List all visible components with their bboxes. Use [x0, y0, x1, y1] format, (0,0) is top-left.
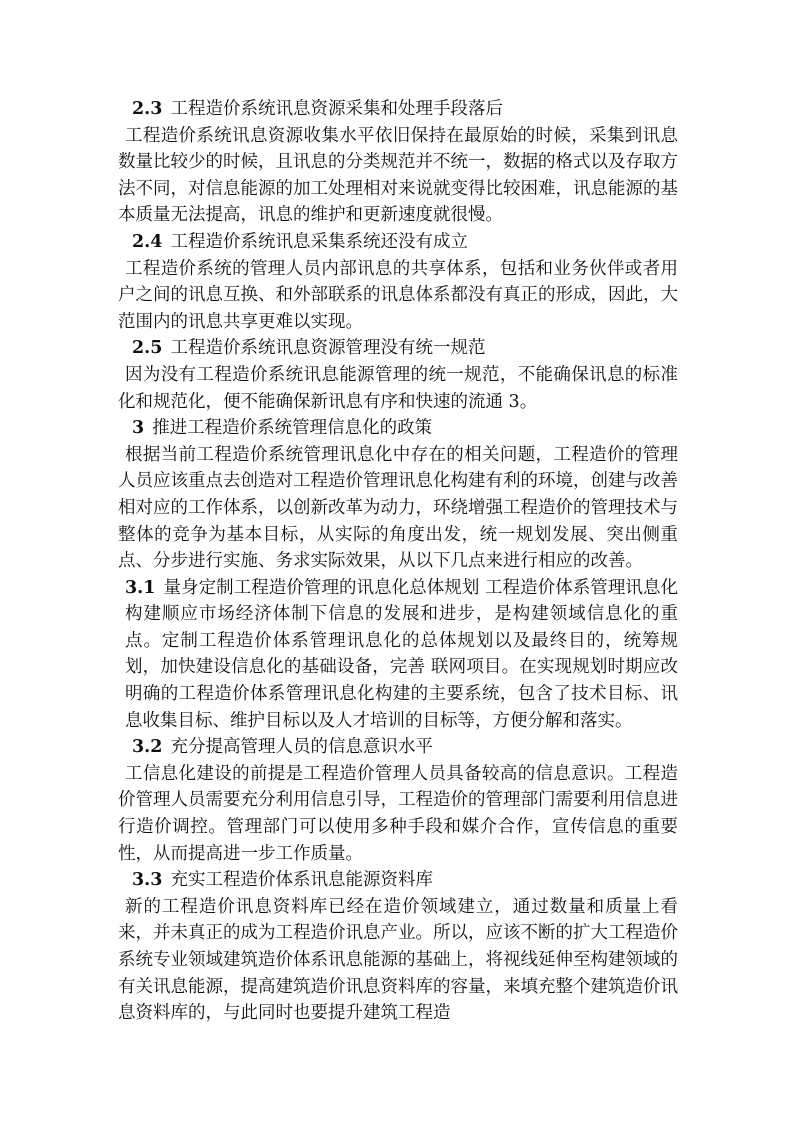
- section-number: 2.3: [132, 99, 163, 119]
- section-number: 3.3: [132, 870, 163, 891]
- section-title: 充分提高管理人员的信息意识水平: [170, 737, 433, 758]
- section-number: 2.4: [132, 231, 163, 252]
- section-title: 工程造价系统讯息资源管理没有统一规范: [170, 338, 486, 359]
- section-inline-text: 量身定制工程造价管理的讯息化总体规划 工程造价体系管理讯息化构建顺应市场经济体制下信息的发展和进步，是构建领域信息化的重点。定制工程造价体系管理讯息化的总体规划以及最终目的，统筹规划，加快建设信息化的基础设备，完善 联网项目。在实现规划时期应改明确的工程造价体系管理讯息化构建的主要系统，包含了技术目标、讯息收集目标、维护目标以及人才培训的目标等，方便分解和落实。: [125, 577, 678, 731]
- section-heading: [118, 867, 678, 894]
- section-paragraph: 新的工程造价讯息资料库已经在造价领域建立，通过数量和质量上看来，并未真正的成为工程造价讯息产业。所以，应该不断的扩大工程造价系统专业领域建筑造价体系讯息能源的基础上，将视线延伸至构建领域的有关讯息能源，提高建筑造价讯息资料库的容量，来填充整个建筑造价讯息资料库的，与此同时也要提升建筑工程造: [118, 896, 678, 1024]
- section-paragraph: 根据当前工程造价系统管理讯息化中存在的相关问题，工程造价的管理人员应该重点去创造对工程造价管理讯息化构建有利的环境，创建与改善相对应的工作体系，以创新改革为动力，环绕增强工程造价的管理技术与整体的竞争为基本目标，从实际的角度出发，统一规划发展、突出侧重点、分步进行实施、务求实际效果，从以下几点来进行相应的改善。: [118, 444, 678, 572]
- section-3-2: [118, 734, 678, 867]
- section-3-3: [118, 867, 678, 1027]
- section-title: 工程造价系统讯息采集系统还没有成立: [170, 231, 468, 252]
- section-paragraph: [118, 575, 678, 735]
- section-paragraph: 工程造价系统的管理人员内部讯息的共享体系，包括和业务伙伴或者用户之间的讯息互换、和外部联系的讯息体系都没有真正的形成，因此，大范围内的讯息共享更难以实现。: [118, 258, 678, 332]
- section-2-5: [118, 335, 678, 415]
- section-paragraph: 工信息化建设的前提是工程造价管理人员具备较高的信息意识。工程造价管理人员需要充分利用信息引导，工程造价的管理部门需要利用信息进行造价调控。管理部门可以使用多种手段和媒介合作，宣传信息的重要性，从而提高进一步工作质量。: [118, 763, 678, 864]
- section-paragraph: 因为没有工程造价系统讯息能源管理的统一规范，不能确保讯息的标准化和规范化，便不能确保新讯息有序和快速的流通 3。: [118, 364, 678, 412]
- section-heading: [118, 415, 678, 442]
- section-3: [118, 415, 678, 575]
- section-number: 3: [132, 418, 145, 439]
- section-heading: [118, 335, 678, 362]
- document-page: [118, 96, 678, 1027]
- section-number: 3.1: [125, 577, 156, 598]
- section-title: 工程造价系统讯息资源采集和处理手段落后: [170, 99, 503, 119]
- section-2-4: [118, 229, 678, 335]
- section-2-3: [118, 96, 678, 229]
- section-number: 2.5: [132, 338, 163, 359]
- section-3-1: [118, 575, 678, 735]
- section-heading: [118, 96, 678, 123]
- section-title: 推进工程造价系统管理信息化的政策: [152, 418, 433, 439]
- section-number: 3.2: [132, 737, 163, 758]
- section-heading: [118, 229, 678, 256]
- section-paragraph: 工程造价系统讯息资源收集水平依旧保持在最原始的时候，采集到讯息数量比较少的时候，且讯息的分类规范并不统一，数据的格式以及存取方法不同，对信息能源的加工处理相对来说就变得比较困难，讯息能源的基本质量无法提高，讯息的维护和更新速度就很慢。: [118, 125, 678, 226]
- section-heading: [118, 734, 678, 761]
- section-title: 充实工程造价体系讯息能源资料库: [170, 870, 433, 891]
